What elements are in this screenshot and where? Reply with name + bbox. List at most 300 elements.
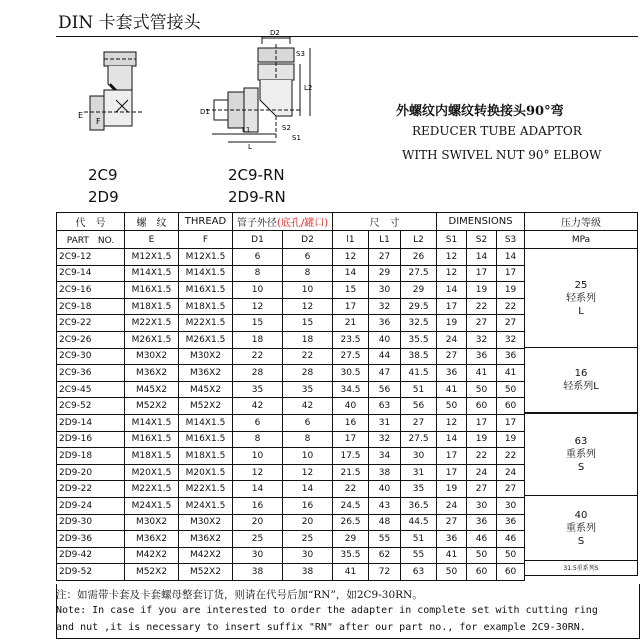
table-cell: M22X1.5: [179, 481, 233, 498]
pressure-group-2: [525, 348, 638, 414]
th-e: E: [125, 231, 179, 249]
table-cell: 35.5: [333, 547, 369, 564]
part-number-cell: 2C9-14: [57, 265, 125, 282]
table-cell: 40: [369, 481, 401, 498]
part-number-cell: 2D9-30: [57, 514, 125, 531]
table-cell: 40: [369, 331, 401, 348]
table-cell: 24.5: [333, 497, 369, 514]
table-cell: 17: [497, 265, 525, 282]
pressure-group-1: [525, 249, 638, 348]
th-tube-od-label: 管子外径: [236, 218, 277, 229]
table-cell: M20X1.5: [179, 464, 233, 481]
label-s1: S1: [292, 134, 301, 142]
table-cell: 35: [401, 481, 437, 498]
table-row: [57, 265, 525, 282]
table-cell: 14: [437, 282, 467, 299]
table-cell: 6: [283, 414, 333, 431]
table-cell: M22X1.5: [125, 481, 179, 498]
table-cell: 27: [467, 481, 497, 498]
table-cell: 35.5: [401, 331, 437, 348]
table-row: [57, 481, 525, 498]
table-cell: 22: [467, 298, 497, 315]
table-cell: M14X1.5: [125, 414, 179, 431]
label-e: E: [78, 111, 84, 120]
table-cell: 42: [233, 398, 283, 415]
product-name-en-1: REDUCER TUBE ADAPTOR: [412, 124, 582, 138]
table-cell: M16X1.5: [179, 282, 233, 299]
table-row: [57, 514, 525, 531]
table-cell: 12: [437, 249, 467, 266]
pressure-code: L: [578, 305, 584, 317]
table-cell: 17: [437, 448, 467, 465]
table-cell: 25: [283, 531, 333, 548]
table-cell: M36X2: [125, 365, 179, 382]
part-number-cell: 2C9-36: [57, 365, 125, 382]
elbow-drawing-left: [84, 52, 142, 130]
th-f: F: [179, 231, 233, 249]
part-number-cell: 2C9-22: [57, 315, 125, 332]
table-cell: M24X1.5: [179, 497, 233, 514]
table-cell: 27: [467, 315, 497, 332]
table-cell: 55: [369, 531, 401, 548]
th-l2: L2: [401, 231, 437, 249]
table-cell: M12X1.5: [179, 249, 233, 266]
table-cell: M45X2: [179, 381, 233, 398]
th-l1-small: l1: [333, 231, 369, 249]
table-cell: 36: [369, 315, 401, 332]
product-name-cn: 外螺纹内螺纹转换接头90°弯: [396, 104, 564, 119]
table-row: [57, 315, 525, 332]
spec-table: [56, 212, 525, 581]
table-cell: 56: [401, 398, 437, 415]
th-s1: S1: [437, 231, 467, 249]
pressure-series: 轻系列: [566, 292, 596, 304]
part-number-cell: 2D9-14: [57, 414, 125, 431]
table-cell: 48: [369, 514, 401, 531]
part-number-cell: 2D9-42: [57, 547, 125, 564]
table-row: [57, 414, 525, 431]
table-row: [57, 282, 525, 299]
table-cell: 29: [369, 265, 401, 282]
th-s2: S2: [467, 231, 497, 249]
table-cell: 21: [333, 315, 369, 332]
table-cell: M30X2: [179, 348, 233, 365]
table-cell: 14: [497, 249, 525, 266]
table-cell: M18X1.5: [179, 298, 233, 315]
table-cell: 38: [283, 564, 333, 581]
table-cell: 41: [437, 381, 467, 398]
table-cell: 6: [233, 249, 283, 266]
table-cell: 60: [497, 398, 525, 415]
table-cell: 22: [233, 348, 283, 365]
elbow-drawing-right: [206, 36, 313, 142]
table-row: [57, 431, 525, 448]
table-cell: 17: [497, 414, 525, 431]
table-cell: M42X2: [179, 547, 233, 564]
table-row: [57, 298, 525, 315]
table-cell: 38: [369, 464, 401, 481]
table-cell: 62: [369, 547, 401, 564]
table-cell: M36X2: [125, 531, 179, 548]
pressure-value: 16: [574, 368, 588, 379]
table-row: [57, 249, 525, 266]
part-number-cell: 2D9-36: [57, 531, 125, 548]
table-cell: M14X1.5: [125, 265, 179, 282]
table-cell: 50: [437, 398, 467, 415]
table-cell: 12: [233, 464, 283, 481]
table-cell: 46: [497, 531, 525, 548]
table-cell: 10: [233, 448, 283, 465]
table-row: [57, 365, 525, 382]
table-cell: 20: [233, 514, 283, 531]
table-cell: 20: [283, 514, 333, 531]
product-name-en-2: WITH SWIVEL NUT 90° ELBOW: [402, 148, 602, 162]
table-cell: 36: [437, 365, 467, 382]
table-row: [57, 497, 525, 514]
table-cell: 41: [497, 365, 525, 382]
model-2d9: 2D9: [88, 188, 119, 206]
table-cell: 72: [369, 564, 401, 581]
table-cell: 27: [401, 414, 437, 431]
th-dim-cn: 尺 寸: [333, 213, 437, 231]
table-cell: M22X1.5: [125, 315, 179, 332]
fitting-drawings: [78, 29, 332, 151]
table-cell: 32: [497, 331, 525, 348]
table-cell: 17: [467, 414, 497, 431]
label-d1: D1: [200, 108, 210, 116]
table-cell: 12: [283, 464, 333, 481]
table-cell: M24X1.5: [125, 497, 179, 514]
table-cell: 23.5: [333, 331, 369, 348]
table-cell: 34: [369, 448, 401, 465]
table-cell: 27: [437, 348, 467, 365]
table-row: [57, 564, 525, 581]
note-cn: 注：如需带卡套及卡套螺母整套订货，则请在代号后加“RN”，如2C9-30RN。: [56, 589, 423, 601]
part-number-cell: 2D9-20: [57, 464, 125, 481]
th-s3: S3: [497, 231, 525, 249]
pressure-series: 轻系列L: [563, 381, 599, 392]
table-cell: 30: [369, 282, 401, 299]
table-cell: 30: [283, 547, 333, 564]
table-cell: 51: [401, 381, 437, 398]
spec-table-body: [57, 249, 525, 581]
table-cell: 46: [467, 531, 497, 548]
table-cell: 17: [437, 464, 467, 481]
table-cell: M16X1.5: [125, 431, 179, 448]
table-cell: 14: [467, 249, 497, 266]
pressure-code: S: [577, 462, 585, 473]
table-cell: 19: [467, 431, 497, 448]
table-cell: 14: [333, 265, 369, 282]
table-cell: 19: [467, 282, 497, 299]
table-cell: 14: [283, 481, 333, 498]
th-dim-en: DIMENSIONS: [437, 213, 525, 231]
th-pressure-cn: 压力等级: [525, 213, 638, 231]
table-cell: 32: [369, 298, 401, 315]
model-2d9-rn: 2D9-RN: [228, 188, 286, 206]
table-cell: 44: [369, 348, 401, 365]
table-cell: 12: [233, 298, 283, 315]
table-row: [57, 381, 525, 398]
table-cell: 41: [333, 564, 369, 581]
label-s2: S2: [282, 124, 291, 132]
table-cell: 55: [401, 547, 437, 564]
pressure-group-3: [525, 413, 638, 496]
table-cell: M26X1.5: [125, 331, 179, 348]
th-tube-od-note: (底孔/罐口): [276, 218, 329, 229]
table-cell: 30: [467, 497, 497, 514]
table-cell: 27: [497, 481, 525, 498]
th-d2: D2: [283, 231, 333, 249]
table-cell: 25: [233, 531, 283, 548]
pressure-group-4: [525, 496, 638, 561]
label-l: L: [248, 143, 252, 151]
table-cell: 10: [233, 282, 283, 299]
table-cell: 19: [437, 315, 467, 332]
table-row: [57, 331, 525, 348]
page-title: DIN 卡套式管接头: [58, 13, 201, 33]
table-cell: 36: [497, 514, 525, 531]
table-cell: 51: [401, 531, 437, 548]
note-en-2: and nut ,it is necessary to insert suffix "RN" after our part no., for example 2C9-30RN.: [56, 622, 586, 633]
table-cell: M20X1.5: [125, 464, 179, 481]
th-tube-od: [233, 213, 333, 231]
part-number-cell: 2C9-52: [57, 398, 125, 415]
table-cell: 28: [233, 365, 283, 382]
table-cell: 24: [497, 464, 525, 481]
table-cell: 10: [283, 448, 333, 465]
table-row: [57, 547, 525, 564]
table-cell: 60: [467, 398, 497, 415]
label-d2: D2: [270, 29, 280, 37]
table-cell: 15: [283, 315, 333, 332]
table-cell: 22: [283, 348, 333, 365]
table-cell: 34.5: [333, 381, 369, 398]
part-number-cell: 2D9-16: [57, 431, 125, 448]
th-d1: D1: [233, 231, 283, 249]
table-cell: 22: [497, 448, 525, 465]
table-cell: M52X2: [179, 398, 233, 415]
table-cell: 8: [283, 265, 333, 282]
table-cell: 17.5: [333, 448, 369, 465]
table-cell: 27.5: [333, 348, 369, 365]
table-cell: M30X2: [179, 514, 233, 531]
table-cell: 36: [467, 348, 497, 365]
table-cell: 60: [497, 564, 525, 581]
part-number-cell: 2C9-12: [57, 249, 125, 266]
pressure-table: [524, 212, 638, 576]
table-cell: 27.5: [401, 431, 437, 448]
table-cell: 12: [333, 249, 369, 266]
table-cell: 35: [283, 381, 333, 398]
part-number-cell: 2C9-26: [57, 331, 125, 348]
table-cell: 17: [333, 298, 369, 315]
pressure-value: 25: [574, 279, 588, 291]
th-part-no: PART NO.: [57, 231, 125, 249]
table-cell: 12: [437, 414, 467, 431]
table-cell: 30: [497, 497, 525, 514]
table-cell: 28: [283, 365, 333, 382]
table-cell: M30X2: [125, 348, 179, 365]
table-cell: 36: [467, 514, 497, 531]
table-cell: 6: [283, 249, 333, 266]
table-cell: 44.5: [401, 514, 437, 531]
table-cell: M16X1.5: [179, 431, 233, 448]
table-cell: 60: [467, 564, 497, 581]
table-cell: M14X1.5: [179, 414, 233, 431]
th-thread-cn: 螺 纹: [125, 213, 179, 231]
table-cell: M14X1.5: [179, 265, 233, 282]
table-cell: 50: [497, 381, 525, 398]
part-number-cell: 2D9-22: [57, 481, 125, 498]
table-row: [57, 398, 525, 415]
table-cell: M36X2: [179, 531, 233, 548]
label-f: F: [96, 117, 101, 126]
table-row: [57, 348, 525, 365]
table-cell: 17: [437, 298, 467, 315]
table-cell: M42X2: [125, 547, 179, 564]
table-cell: 14: [437, 431, 467, 448]
label-s3: S3: [296, 50, 305, 58]
table-cell: 19: [437, 481, 467, 498]
table-cell: 40: [333, 398, 369, 415]
table-cell: 19: [497, 282, 525, 299]
table-cell: 18: [283, 331, 333, 348]
table-cell: 16: [333, 414, 369, 431]
table-cell: 27.5: [401, 265, 437, 282]
table-cell: 31: [401, 464, 437, 481]
table-cell: 50: [467, 381, 497, 398]
table-cell: 27: [437, 514, 467, 531]
table-cell: M52X2: [125, 398, 179, 415]
table-cell: 43: [369, 497, 401, 514]
table-cell: 47: [369, 365, 401, 382]
table-cell: 8: [233, 265, 283, 282]
table-cell: 32: [369, 431, 401, 448]
part-number-cell: 2D9-52: [57, 564, 125, 581]
table-cell: 36.5: [401, 497, 437, 514]
table-cell: 29: [333, 531, 369, 548]
table-cell: 56: [369, 381, 401, 398]
table-cell: 36: [497, 348, 525, 365]
table-cell: 16: [233, 497, 283, 514]
label-l1: L1: [242, 126, 251, 134]
table-cell: 15: [333, 282, 369, 299]
table-cell: M45X2: [125, 381, 179, 398]
table-cell: M16X1.5: [125, 282, 179, 299]
th-part-cn: 代 号: [57, 213, 125, 231]
table-cell: 41: [467, 365, 497, 382]
pressure-series: 重系列: [566, 449, 596, 460]
table-cell: M30X2: [125, 514, 179, 531]
table-cell: M18X1.5: [125, 298, 179, 315]
table-cell: 21.5: [333, 464, 369, 481]
table-cell: 63: [401, 564, 437, 581]
table-cell: 38: [233, 564, 283, 581]
table-cell: 35: [233, 381, 283, 398]
pressure-value: 40: [574, 509, 588, 521]
table-cell: 32.5: [401, 315, 437, 332]
table-cell: M22X1.5: [179, 315, 233, 332]
table-cell: 41.5: [401, 365, 437, 382]
table-cell: 22: [497, 298, 525, 315]
pressure-value: 63: [574, 436, 588, 447]
table-cell: 30: [233, 547, 283, 564]
table-cell: M52X2: [125, 564, 179, 581]
table-cell: 15: [233, 315, 283, 332]
table-cell: 27: [497, 315, 525, 332]
table-cell: 18: [233, 331, 283, 348]
table-cell: M12X1.5: [125, 249, 179, 266]
table-cell: M36X2: [179, 365, 233, 382]
table-cell: 8: [283, 431, 333, 448]
model-2c9: 2C9: [88, 166, 118, 184]
part-number-cell: 2C9-45: [57, 381, 125, 398]
table-cell: 26: [401, 249, 437, 266]
part-number-cell: 2D9-24: [57, 497, 125, 514]
pressure-code: S: [577, 535, 585, 547]
table-cell: 38.5: [401, 348, 437, 365]
table-cell: 8: [233, 431, 283, 448]
table-cell: 27: [369, 249, 401, 266]
table-cell: 29: [401, 282, 437, 299]
part-number-cell: 2C9-18: [57, 298, 125, 315]
table-cell: 22: [333, 481, 369, 498]
table-cell: 42: [283, 398, 333, 415]
table-cell: M18X1.5: [125, 448, 179, 465]
table-cell: 17: [333, 431, 369, 448]
table-cell: 24: [467, 464, 497, 481]
pressure-group-5: 31.5重系列S: [525, 561, 638, 576]
th-l1: L1: [369, 231, 401, 249]
table-cell: 30: [401, 448, 437, 465]
part-number-cell: 2D9-18: [57, 448, 125, 465]
table-row: [57, 448, 525, 465]
table-cell: 50: [437, 564, 467, 581]
table-cell: 17: [467, 265, 497, 282]
label-l2: L2: [304, 84, 313, 92]
part-number-cell: 2C9-16: [57, 282, 125, 299]
table-cell: 12: [437, 265, 467, 282]
table-cell: 19: [497, 431, 525, 448]
pressure-series: 重系列: [566, 522, 596, 534]
table-cell: 24: [437, 497, 467, 514]
table-cell: 14: [233, 481, 283, 498]
note-en-1: Note: In case if you are interested to order the adapter in complete set with cutting ring: [56, 605, 598, 616]
table-cell: 16: [283, 497, 333, 514]
table-cell: M18X1.5: [179, 448, 233, 465]
table-cell: M52X2: [179, 564, 233, 581]
model-2c9-rn: 2C9-RN: [228, 166, 285, 184]
table-cell: M26X1.5: [179, 331, 233, 348]
table-cell: 26.5: [333, 514, 369, 531]
table-cell: 36: [437, 531, 467, 548]
table-cell: 50: [467, 547, 497, 564]
table-cell: 6: [233, 414, 283, 431]
part-number-cell: 2C9-30: [57, 348, 125, 365]
table-cell: 29.5: [401, 298, 437, 315]
table-cell: 41: [437, 547, 467, 564]
table-cell: 10: [283, 282, 333, 299]
table-cell: 63: [369, 398, 401, 415]
table-cell: 31: [369, 414, 401, 431]
table-cell: 12: [283, 298, 333, 315]
table-row: [57, 531, 525, 548]
th-mpa: MPa: [525, 231, 638, 249]
table-cell: 50: [497, 547, 525, 564]
table-cell: 24: [437, 331, 467, 348]
th-thread-en: THREAD: [179, 213, 233, 231]
